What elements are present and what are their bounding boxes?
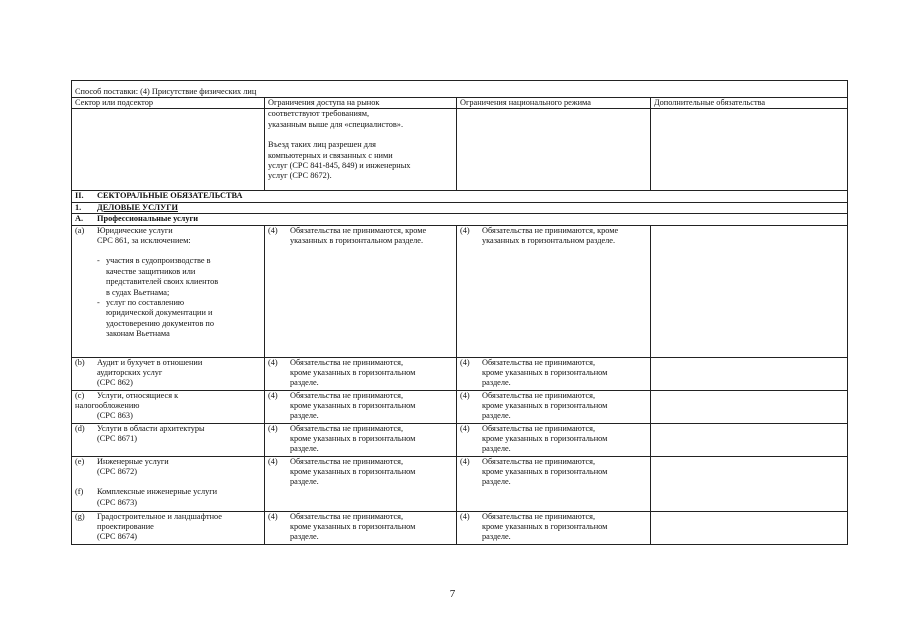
header-row bbox=[72, 98, 848, 109]
additional-cell bbox=[651, 357, 848, 390]
text-line: разделе. bbox=[290, 378, 319, 388]
sector-cell bbox=[72, 357, 265, 390]
additional-cell bbox=[651, 109, 848, 191]
commitment-text: Обязательства не принимаются, bbox=[290, 511, 404, 521]
sector-name: Аудит и бухучет в отношении bbox=[97, 357, 203, 367]
mode-mark: (4) bbox=[268, 456, 278, 466]
mode-mark: (4) bbox=[460, 456, 470, 466]
sector-cell bbox=[72, 390, 265, 423]
supply-mode-row bbox=[72, 81, 848, 98]
national-treatment-cell bbox=[457, 225, 651, 357]
item-letter: (e) bbox=[75, 456, 85, 466]
text-line: качестве защитников или bbox=[106, 266, 196, 276]
section-ii-heading bbox=[72, 191, 848, 202]
text-line: кроме указанных в горизонтальном bbox=[290, 401, 416, 411]
item-letter: (c) bbox=[75, 390, 85, 400]
national-treatment-cell bbox=[457, 423, 651, 456]
national-treatment-cell bbox=[457, 390, 651, 423]
commitment-text: Обязательства не принимаются, кроме указанных в горизонтальном разделе. bbox=[290, 225, 427, 246]
text-line: аудиторских услуг bbox=[97, 368, 163, 378]
sector-name: Комплексные инженерные услуги bbox=[97, 487, 218, 497]
national-treatment-cell bbox=[457, 109, 651, 191]
sector-code: (СРС 862) bbox=[97, 378, 133, 388]
section-heading-row bbox=[72, 214, 848, 225]
text-line: разделе. bbox=[290, 532, 319, 542]
text-line: удостоверению документов по bbox=[106, 318, 215, 328]
section-title: СЕКТОРАЛЬНЫЕ ОБЯЗАТЕЛЬСТВА bbox=[97, 191, 243, 201]
text-line: кроме указанных в горизонтальном bbox=[290, 368, 416, 378]
text-line: в судах Вьетнама; bbox=[106, 287, 170, 297]
sector-code: (СРС 8671) bbox=[97, 434, 137, 444]
text-line: участия в судопроизводстве в bbox=[106, 256, 211, 266]
bullet-dash: - bbox=[97, 298, 100, 308]
item-letter: (f) bbox=[75, 487, 84, 497]
text-line: кроме указанных в горизонтальном bbox=[482, 522, 608, 532]
text-line: компьютерных и связанных с ними bbox=[268, 150, 393, 160]
sector-code: (СРС 8674) bbox=[97, 532, 137, 542]
market-access-cell bbox=[265, 225, 457, 357]
market-access-cell bbox=[265, 109, 457, 191]
market-access-cell bbox=[265, 511, 457, 544]
sector-code: (СРС 863) bbox=[97, 411, 133, 421]
col-header-market-access: Ограничения доступа на рынок bbox=[265, 98, 457, 109]
additional-cell bbox=[651, 456, 848, 511]
text-line: юридической документации и bbox=[106, 308, 213, 318]
commitment-text: Обязательства не принимаются, bbox=[482, 390, 596, 400]
commitment-text: Обязательства не принимаются, bbox=[290, 357, 404, 367]
table-row bbox=[72, 225, 848, 357]
section-number: II. bbox=[75, 191, 84, 201]
text-line: разделе. bbox=[482, 411, 511, 421]
item-letter: (b) bbox=[75, 357, 85, 367]
col-header-additional: Дополнительные обязательства bbox=[651, 98, 848, 109]
text-line: кроме указанных в горизонтальном bbox=[290, 467, 416, 477]
sector-cell bbox=[72, 109, 265, 191]
text-line: проектирование bbox=[97, 522, 154, 532]
commitment-text: Обязательства не принимаются, bbox=[482, 456, 596, 466]
section-title: ДЕЛОВЫЕ УСЛУГИ bbox=[97, 202, 178, 212]
section-number: 1. bbox=[75, 202, 82, 212]
text-line: разделе. bbox=[290, 477, 319, 487]
market-access-cell bbox=[265, 357, 457, 390]
national-treatment-cell bbox=[457, 357, 651, 390]
sector-code: (СРС 8672) bbox=[97, 467, 137, 477]
mode-mark: (4) bbox=[460, 511, 470, 521]
section-1-heading bbox=[72, 202, 848, 213]
text-line: представителей своих клиентов bbox=[106, 277, 219, 287]
commitment-text: Обязательства не принимаются, bbox=[482, 423, 596, 433]
sector-cell bbox=[72, 225, 265, 357]
commitment-text: Обязательства не принимаются, кроме указанных в горизонтальном разделе. bbox=[482, 225, 619, 246]
col-header-national-treatment: Ограничения национального режима bbox=[457, 98, 651, 109]
additional-cell bbox=[651, 390, 848, 423]
sector-cell bbox=[72, 511, 265, 544]
text-line: разделе. bbox=[482, 477, 511, 487]
text-line: кроме указанных в горизонтальном bbox=[290, 434, 416, 444]
commitment-text: Обязательства не принимаются, bbox=[290, 423, 404, 433]
commitments-table bbox=[71, 80, 848, 545]
additional-cell bbox=[651, 511, 848, 544]
text-line: кроме указанных в горизонтальном bbox=[482, 368, 608, 378]
table-row bbox=[72, 357, 848, 390]
text-line: налогообложению bbox=[75, 401, 140, 411]
text-line: услуг по составлению bbox=[106, 298, 185, 308]
bullet-dash: - bbox=[97, 256, 100, 266]
supply-mode-cell: Способ поставки: (4) Присутствие физических лиц bbox=[72, 81, 848, 98]
text-line: разделе. bbox=[290, 411, 319, 421]
commitment-text: Обязательства не принимаются, bbox=[482, 357, 596, 367]
mode-mark: (4) bbox=[268, 511, 278, 521]
table-row bbox=[72, 456, 848, 511]
continuation-row bbox=[72, 109, 848, 191]
additional-cell bbox=[651, 225, 848, 357]
sector-code: (СРС 8673) bbox=[97, 497, 137, 507]
national-treatment-cell bbox=[457, 511, 651, 544]
text-line: разделе. bbox=[290, 444, 319, 454]
sector-name: Инженерные услуги bbox=[97, 456, 169, 466]
table-row bbox=[72, 390, 848, 423]
item-letter: (d) bbox=[75, 423, 85, 433]
sector-name: Услуги в области архитектуры bbox=[97, 423, 205, 433]
mode-mark: (4) bbox=[460, 423, 470, 433]
section-heading-row bbox=[72, 202, 848, 213]
mode-mark: (4) bbox=[268, 357, 278, 367]
page-number: 7 bbox=[449, 588, 456, 600]
additional-cell bbox=[651, 423, 848, 456]
section-title: Профессиональные услуги bbox=[97, 214, 199, 224]
section-heading-row bbox=[72, 191, 848, 202]
text-line: разделе. bbox=[482, 532, 511, 542]
col-header-sector: Сектор или подсектор bbox=[72, 98, 265, 109]
sector-code: СРС 861, за исключением: bbox=[97, 236, 191, 246]
text-line: кроме указанных в горизонтальном bbox=[290, 522, 416, 532]
text-line: кроме указанных в горизонтальном bbox=[482, 434, 608, 444]
text-line: указанным выше для «специалистов». bbox=[268, 119, 404, 129]
text-line: разделе. bbox=[482, 378, 511, 388]
mode-mark: (4) bbox=[268, 423, 278, 433]
commitment-text: Обязательства не принимаются, bbox=[290, 456, 404, 466]
sector-cell bbox=[72, 423, 265, 456]
sector-name: Юридические услуги bbox=[97, 225, 173, 235]
list-item bbox=[75, 256, 261, 298]
national-treatment-cell bbox=[457, 456, 651, 511]
table-row bbox=[72, 511, 848, 544]
list-item bbox=[75, 298, 261, 340]
sector-cell bbox=[72, 456, 265, 511]
commitment-text: Обязательства не принимаются, bbox=[290, 390, 404, 400]
market-access-cell bbox=[265, 390, 457, 423]
text-line: законам Вьетнама bbox=[106, 329, 170, 339]
text-line: кроме указанных в горизонтальном bbox=[482, 467, 608, 477]
mode-mark: (4) bbox=[460, 225, 470, 235]
commitment-text: Обязательства не принимаются, bbox=[482, 511, 596, 521]
mode-mark: (4) bbox=[460, 390, 470, 400]
item-letter: (g) bbox=[75, 511, 85, 521]
text-line: Въезд таких лиц разрешен для bbox=[268, 140, 376, 150]
text-line: услуг (СРС 8672). bbox=[268, 171, 332, 181]
text-line: соответствуют требованиям, bbox=[268, 109, 370, 119]
sector-name: Градостроительное и ландшафтное bbox=[97, 511, 222, 521]
section-number: А. bbox=[75, 214, 84, 224]
text-line: разделе. bbox=[482, 444, 511, 454]
section-a-heading bbox=[72, 214, 848, 225]
market-access-cell bbox=[265, 456, 457, 511]
mode-mark: (4) bbox=[268, 390, 278, 400]
text-line: услуг (СРС 841-845, 849) и инженерных bbox=[268, 161, 411, 171]
mode-mark: (4) bbox=[268, 225, 278, 235]
table-row bbox=[72, 423, 848, 456]
market-access-cell bbox=[265, 423, 457, 456]
item-letter: (a) bbox=[75, 225, 85, 235]
mode-mark: (4) bbox=[460, 357, 470, 367]
sector-name: Услуги, относящиеся к bbox=[97, 390, 179, 400]
text-line: кроме указанных в горизонтальном bbox=[482, 401, 608, 411]
